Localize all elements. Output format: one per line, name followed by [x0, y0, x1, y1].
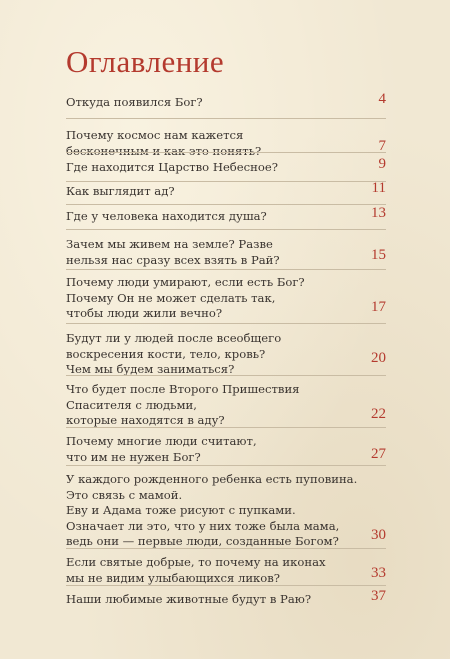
entry-page-number: 4 [378, 91, 386, 107]
entry-line: Еву и Адама тоже рисуют с пупками. [66, 503, 296, 517]
entry-line: нельзя нас сразу всех взять в Рай? [66, 252, 280, 267]
entry-line: Откуда появился Бог? [66, 95, 203, 109]
entry-line: Почему люди умирают, если есть Бог? [66, 275, 305, 289]
entry-line: У каждого рожденного ребенка есть пуповина. [66, 472, 358, 486]
entry-line: Будут ли у людей после всеобщего [66, 331, 282, 345]
divider [66, 181, 386, 182]
entry-line: что им не нужен Бог? [66, 449, 201, 464]
entry-page-number: 11 [371, 180, 386, 196]
entry-line: Почему многие люди считают, [66, 434, 257, 448]
divider [66, 229, 386, 230]
entry-line: Чем мы будем заниматься? [66, 362, 235, 376]
entry-line: мы не видим улыбающихся ликов? [66, 570, 281, 585]
entry-line: Если святые добрые, то почему на иконах [66, 555, 326, 569]
entry-page-number: 9 [378, 156, 386, 172]
divider [66, 323, 386, 324]
divider [66, 427, 386, 428]
entry-line: Почему Он не может сделать так, [66, 290, 276, 305]
entry-line: Означает ли это, что у них тоже была мама, [66, 518, 340, 533]
entry-line: Почему космос нам кажется [66, 128, 244, 142]
page-title: Оглавление [66, 44, 225, 79]
divider [66, 585, 386, 586]
entry-line: Где у человека находится душа? [66, 209, 267, 223]
entry-line: Как выглядит ад? [66, 184, 175, 198]
divider [66, 118, 386, 119]
toc-page: Оглавление Откуда появился Бог? 4 Почему космос нам кажется бесконечным и как это понять? 7 Где находится Царство Небесное? 9 Как выглядит ад? 11 Где у человека находится душа? 13 Зачем мы живем на земле? Разве нельзя нас сразу всех взять в Рай? 15 Почему люди умирают, если есть Бог? Почему Он не может сделать так, чтобы люди жили вечно? 17 Будут ли у людей после всеобщего воскресения кости, тело, кровь? Чем мы будем заниматься? 20 Что будет после Второго Пришествия Спасителя с людьми, которые находятся в аду? 22 Почему многие люди считают, что им не нужен Бог? 27 У каждого рожденного ребенка есть пуповина. Это связь с мамой. Еву и Адама тоже рисуют с пупками. Означает ли это, что у них тоже была мама, ведь они — первые люди, созданные Богом? 30 Если святые добрые, то почему на иконах мы не видим улыбающихся ликов? 33 Наши любимые животные будут в Раю? 37 [66, 44, 386, 606]
divider [66, 152, 386, 153]
entry-line: чтобы люди жили вечно? [66, 306, 223, 320]
divider [66, 269, 386, 270]
divider [66, 465, 386, 466]
entry-page-number: 13 [371, 205, 386, 221]
divider [66, 548, 386, 549]
entry-page-number: 37 [371, 588, 386, 604]
entry-line: воскресения кости, тело, кровь? [66, 346, 266, 361]
entry-line: Где находится Царство Небесное? [66, 160, 278, 174]
divider [66, 204, 386, 205]
entry-line: Спасителя с людьми, [66, 397, 197, 412]
entry-line: бесконечным и как это понять? [66, 143, 262, 158]
entry-line: Что будет после Второго Пришествия [66, 382, 300, 396]
divider [66, 375, 386, 376]
entry-line: ведь они — первые люди, созданные Богом? [66, 534, 339, 548]
entry-line: которые находятся в аду? [66, 413, 225, 427]
entry-line: Наши любимые животные будут в Раю? [66, 592, 312, 606]
entry-line: Это связь с мамой. [66, 487, 183, 502]
entry-line: Зачем мы живем на земле? Разве [66, 237, 273, 251]
